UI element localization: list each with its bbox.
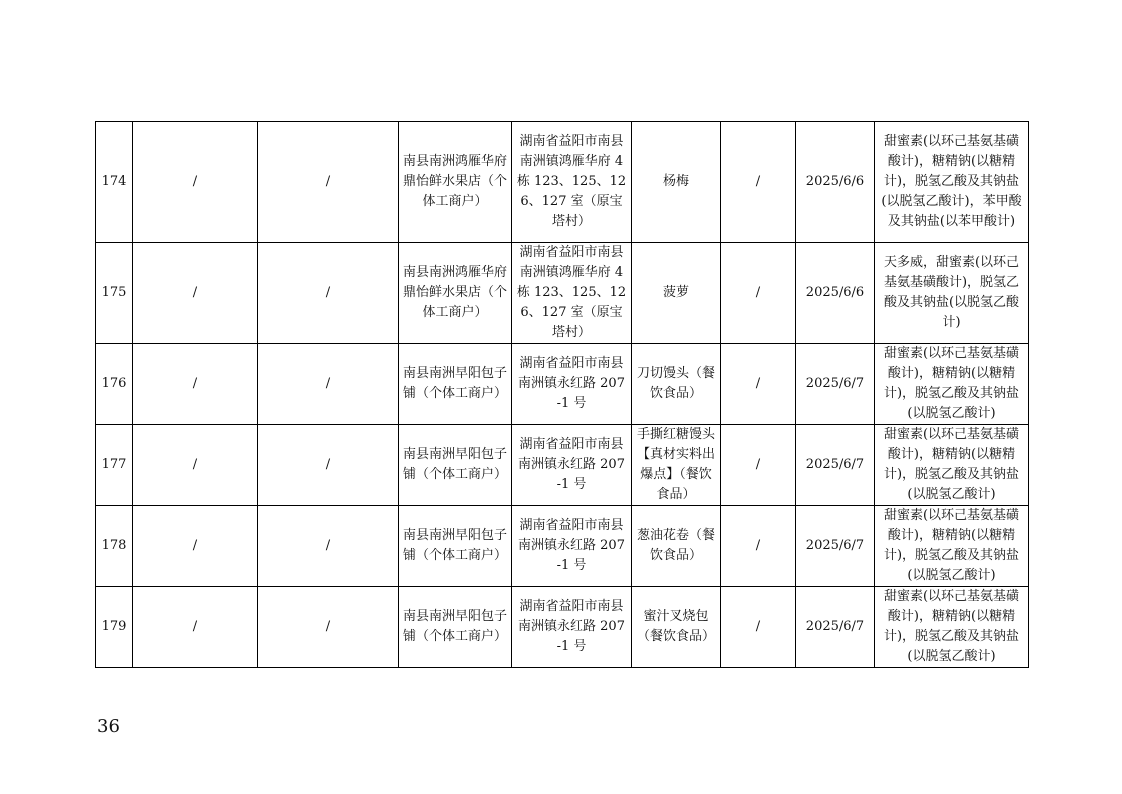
sample-date: 2025/6/6 xyxy=(796,243,875,344)
merchant-address: 湖南省益阳市南县南洲镇永红路 207-1 号 xyxy=(512,506,632,587)
table-row xyxy=(96,506,1029,587)
spec-field: / xyxy=(721,344,796,425)
row-number: 176 xyxy=(96,344,133,425)
merchant-address: 湖南省益阳市南县南洲镇鸿雁华府 4 栋 123、125、126、127 室（原宝塔村） xyxy=(512,243,632,344)
merchant-address: 湖南省益阳市南县南洲镇永红路 207-1 号 xyxy=(512,344,632,425)
inspection-table xyxy=(95,121,1029,668)
merchant-name: 南县南洲早阳包子铺（个体工商户） xyxy=(399,344,512,425)
table-row xyxy=(96,587,1029,668)
empty-field-2: / xyxy=(133,243,258,344)
empty-field-3: / xyxy=(258,425,399,506)
spec-field: / xyxy=(721,506,796,587)
merchant-name: 南县南洲早阳包子铺（个体工商户） xyxy=(399,506,512,587)
product-name: 手撕红糖馒头【真材实料出爆点】（餐饮食品） xyxy=(632,425,721,506)
product-name: 葱油花卷（餐饮食品） xyxy=(632,506,721,587)
table-row xyxy=(96,122,1029,243)
empty-field-2: / xyxy=(133,506,258,587)
test-items: 甜蜜素(以环己基氨基磺酸计)，糖精钠(以糖精计)，脱氢乙酸及其钠盐(以脱氢乙酸计) xyxy=(875,587,1029,668)
sample-date: 2025/6/7 xyxy=(796,587,875,668)
test-items: 甜蜜素(以环己基氨基磺酸计)，糖精钠(以糖精计)，脱氢乙酸及其钠盐(以脱氢乙酸计) xyxy=(875,344,1029,425)
product-name: 刀切馒头（餐饮食品） xyxy=(632,344,721,425)
sample-date: 2025/6/7 xyxy=(796,344,875,425)
test-items: 甜蜜素(以环己基氨基磺酸计)，糖精钠(以糖精计)，脱氢乙酸及其钠盐(以脱氢乙酸计)，苯甲酸及其钠盐(以苯甲酸计) xyxy=(875,122,1029,243)
product-name: 蜜汁叉烧包（餐饮食品） xyxy=(632,587,721,668)
spec-field: / xyxy=(721,122,796,243)
empty-field-3: / xyxy=(258,506,399,587)
row-number: 177 xyxy=(96,425,133,506)
sample-date: 2025/6/7 xyxy=(796,506,875,587)
row-number: 178 xyxy=(96,506,133,587)
empty-field-3: / xyxy=(258,122,399,243)
empty-field-3: / xyxy=(258,344,399,425)
merchant-name: 南县南洲早阳包子铺（个体工商户） xyxy=(399,587,512,668)
empty-field-3: / xyxy=(258,243,399,344)
product-name: 杨梅 xyxy=(632,122,721,243)
page-number: 36 xyxy=(97,716,120,737)
row-number: 175 xyxy=(96,243,133,344)
empty-field-3: / xyxy=(258,587,399,668)
sample-date: 2025/6/6 xyxy=(796,122,875,243)
row-number: 179 xyxy=(96,587,133,668)
empty-field-2: / xyxy=(133,344,258,425)
spec-field: / xyxy=(721,587,796,668)
test-items: 甜蜜素(以环己基氨基磺酸计)，糖精钠(以糖精计)，脱氢乙酸及其钠盐(以脱氢乙酸计) xyxy=(875,425,1029,506)
row-number: 174 xyxy=(96,122,133,243)
merchant-name: 南县南洲鸿雁华府鼎怡鲜水果店（个体工商户） xyxy=(399,122,512,243)
table-body xyxy=(96,122,1029,668)
spec-field: / xyxy=(721,425,796,506)
spec-field: / xyxy=(721,243,796,344)
product-name: 菠萝 xyxy=(632,243,721,344)
table-row xyxy=(96,425,1029,506)
sample-date: 2025/6/7 xyxy=(796,425,875,506)
empty-field-2: / xyxy=(133,425,258,506)
merchant-address: 湖南省益阳市南县南洲镇永红路 207-1 号 xyxy=(512,425,632,506)
merchant-address: 湖南省益阳市南县南洲镇鸿雁华府 4 栋 123、125、126、127 室（原宝塔村） xyxy=(512,122,632,243)
merchant-name: 南县南洲早阳包子铺（个体工商户） xyxy=(399,425,512,506)
merchant-name: 南县南洲鸿雁华府鼎怡鲜水果店（个体工商户） xyxy=(399,243,512,344)
test-items: 天多威，甜蜜素(以环己基氨基磺酸计)，脱氢乙酸及其钠盐(以脱氢乙酸计) xyxy=(875,243,1029,344)
table-row xyxy=(96,344,1029,425)
test-items: 甜蜜素(以环己基氨基磺酸计)，糖精钠(以糖精计)，脱氢乙酸及其钠盐(以脱氢乙酸计) xyxy=(875,506,1029,587)
empty-field-2: / xyxy=(133,587,258,668)
empty-field-2: / xyxy=(133,122,258,243)
merchant-address: 湖南省益阳市南县南洲镇永红路 207-1 号 xyxy=(512,587,632,668)
table-row xyxy=(96,243,1029,344)
